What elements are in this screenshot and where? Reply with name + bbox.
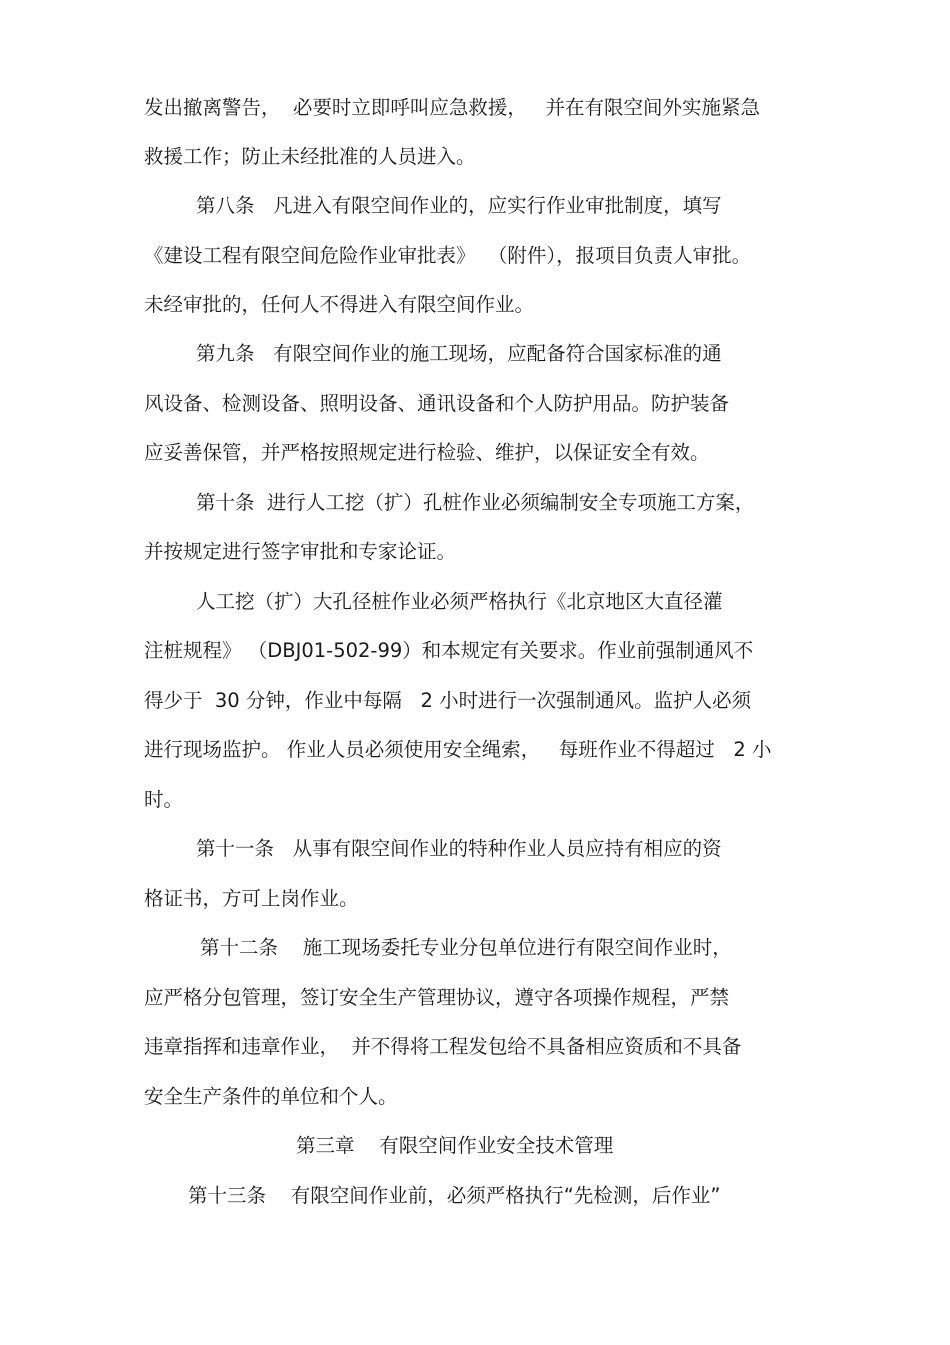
text-line: 《建设工程有限空间危险作业审批表》 （附件），报项目负责人审批。 — [144, 244, 752, 267]
text-line: 发出撤离警告， 必要时立即呼叫应急救援， 并在有限空间外实施紧急 — [144, 96, 760, 119]
text-line: 人工挖（扩）大孔径桩作业必须严格执行《北京地区大直径灌 — [196, 590, 723, 613]
text-line: 应妥善保管，并严格按照规定进行检验、维护，以保证安全有效。 — [144, 441, 710, 464]
article-12-heading-line: 第十二条 施工现场委托专业分包单位进行有限空间作业时， — [200, 936, 732, 959]
text-line: 得少于 30 分钟，作业中每隔 2 小时进行一次强制通风。监护人必须 — [144, 689, 752, 712]
chapter-3-title: 第三章 有限空间作业安全技术管理 — [296, 1134, 614, 1157]
text-line: 进行现场监护。 作业人员必须使用安全绳索， 每班作业不得超过 2 小 — [144, 738, 772, 761]
text-line: 风设备、检测设备、照明设备、通讯设备和个人防护用品。防护装备 — [144, 392, 730, 415]
text-line: 安全生产条件的单位和个人。 — [144, 1085, 398, 1108]
article-9-heading-line: 第九条 有限空间作业的施工现场，应配备符合国家标准的通 — [196, 342, 722, 365]
text-line: 违章指挥和违章作业， 并不得将工程发包给不具备相应资质和不具备 — [144, 1035, 742, 1058]
text-line: 格证书，方可上岗作业。 — [144, 887, 359, 910]
article-10-heading-line: 第十条 进行人工挖（扩）孔桩作业必须编制安全专项施工方案， — [196, 491, 755, 514]
text-line: 注桩规程》 （DBJ01-502-99）和本规定有关要求。作业前强制通风不 — [144, 639, 754, 662]
text-line: 未经审批的，任何人不得进入有限空间作业。 — [144, 293, 535, 316]
article-8-heading-line: 第八条 凡进入有限空间作业的，应实行作业审批制度，填写 — [196, 194, 722, 217]
text-line: 时。 — [144, 788, 184, 811]
text-line: 救援工作；防止未经批准的人员进入。 — [144, 145, 476, 168]
article-13-heading-line: 第十三条 有限空间作业前，必须严格执行“先检测，后作业” — [188, 1184, 721, 1207]
text-line: 应严格分包管理，签订安全生产管理协议，遵守各项操作规程，严禁 — [144, 986, 730, 1009]
text-line: 并按规定进行签字审批和专家论证。 — [144, 540, 457, 563]
article-11-heading-line: 第十一条 从事有限空间作业的特种作业人员应持有相应的资 — [196, 837, 722, 860]
